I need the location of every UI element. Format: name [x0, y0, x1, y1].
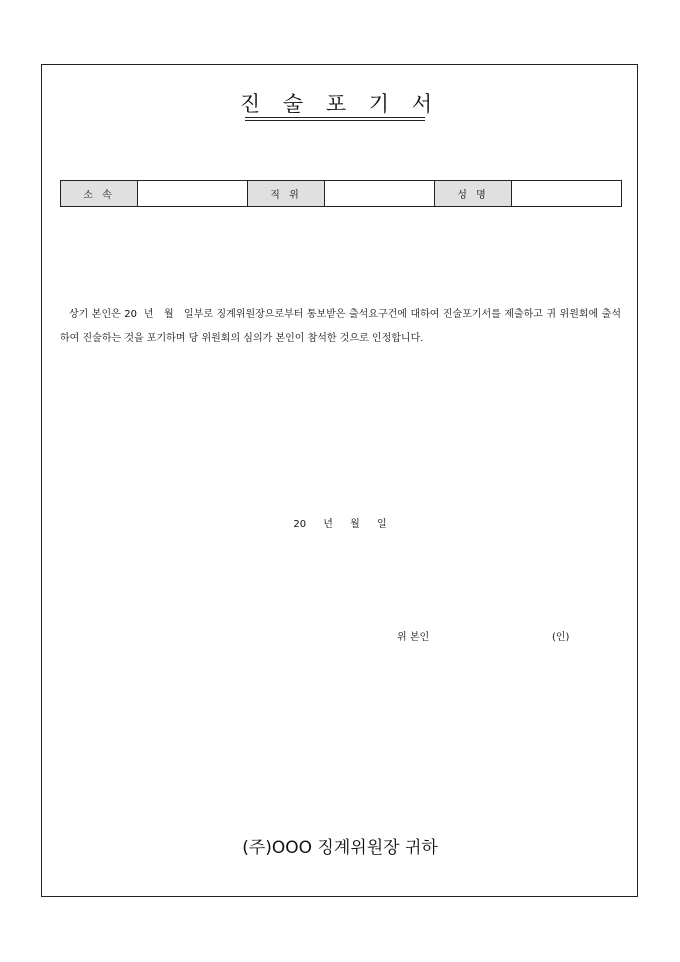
name-label: 성 명 — [435, 181, 512, 207]
document-title: 진 술 포 기 서 — [239, 92, 441, 116]
position-label: 직 위 — [248, 181, 325, 207]
info-table — [60, 180, 622, 207]
signer-label: 위 본인 — [397, 632, 430, 643]
name-value[interactable] — [512, 181, 622, 207]
affiliation-label: 소 속 — [61, 181, 138, 207]
seal-mark: (인) — [552, 632, 570, 643]
date-line: 20 년 월 일 — [293, 519, 387, 530]
title-double-underline — [245, 117, 425, 121]
info-table-row — [61, 181, 622, 207]
body-paragraph: 상기 본인은 20 년 월 일부로 징계위원장으로부터 통보받은 출석요구건에 대하여 진술포기서를 제출하고 귀 위원회에 출석하여 진술하는 것을 포기하며 당 위원회의 심의가 본인이 참석한 것으로 인정합니다. — [60, 309, 621, 344]
affiliation-value[interactable] — [138, 181, 248, 207]
body-paragraph-block — [60, 303, 621, 351]
position-value[interactable] — [325, 181, 435, 207]
recipient-line: (주)OOO 징계위원장 귀하 — [242, 838, 438, 858]
